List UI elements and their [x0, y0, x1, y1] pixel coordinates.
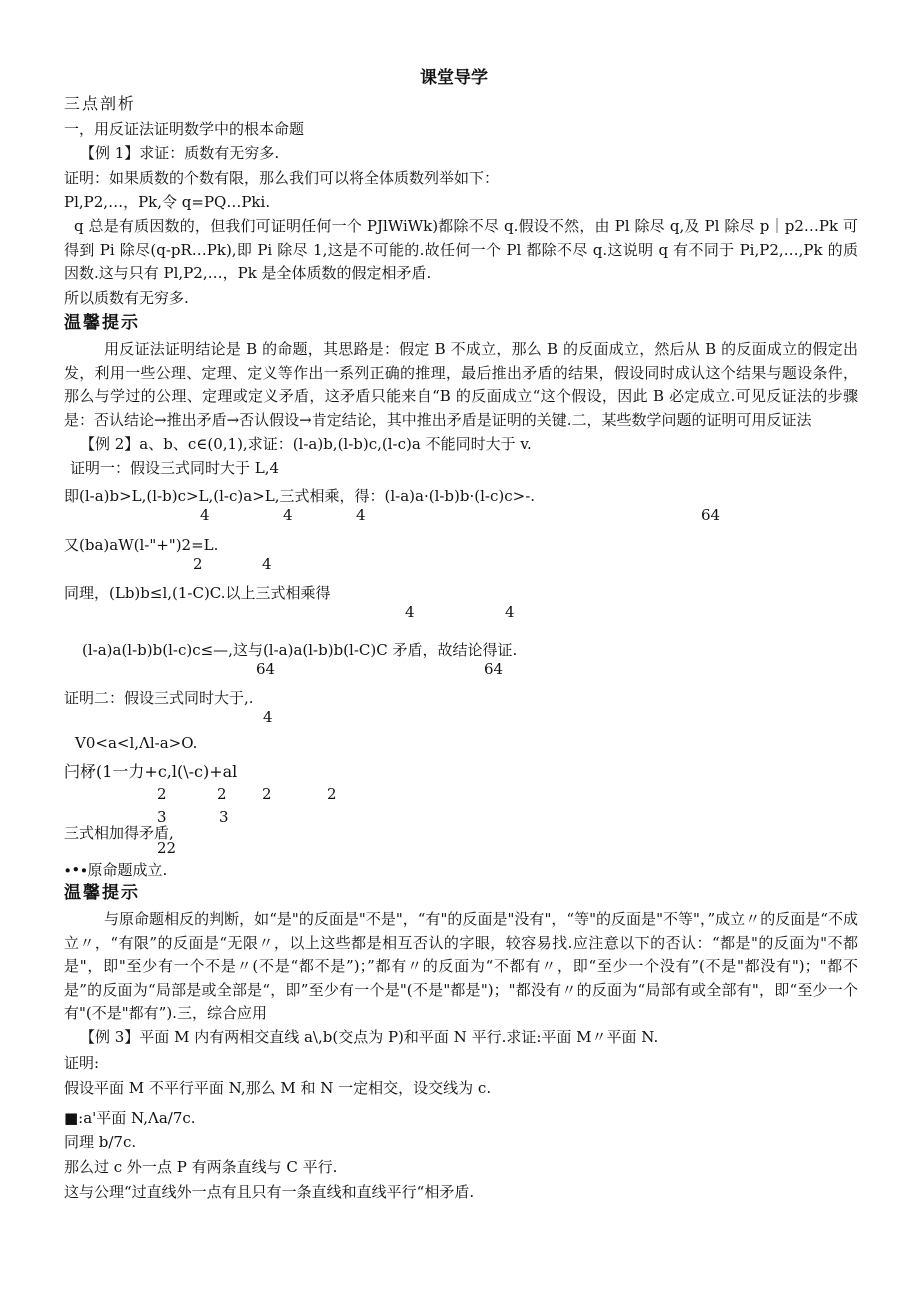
line6-sub-2: 2: [217, 785, 227, 803]
line7-sub: 22: [157, 839, 177, 857]
example2-proof2-intro: 证明二：假设三式同时大于,.: [64, 689, 254, 707]
example2-proof1-intro: 证明一：假设三式同时大于 L,4: [70, 459, 280, 477]
example3-line2: ■:a'平面 N,Λa∕7c.: [64, 1109, 196, 1127]
example3-label: 【例 3】平面 M 内有两相交直线 a\,b(交点为 P)和平面 N 平行.求证:平面 M〃平面 N.: [80, 1028, 659, 1046]
example3-line4: 那么过 c 外一点 P 有两条直线与 C 平行.: [64, 1158, 338, 1176]
line1-sub-3: 4: [356, 506, 366, 524]
page-title: 课堂导学: [420, 68, 488, 88]
line4-sub-2: 64: [484, 660, 504, 678]
line3-sub-2: 4: [505, 603, 515, 621]
line2-sub-2: 4: [262, 555, 272, 573]
example1-body: q 总是有质因数的，但我们可证明任何一个 PJlWiWk)都除不尽 q.假设不然，由 Pl 除尽 q,及 Pl 除尽 p｜p2…Pk 可得到 Pi 除尽(q-pR…Pk),即 Pi 除尽 1,这是不可能的.故任何一个 Pl 都除不尽 q.这说明 q 有不同于 Pi,P2,…,Pk 的质因数.这与只有 Pl,P2,…，Pk 是全体质数的假定相矛盾.: [64, 217, 858, 282]
line4-sub-1: 64: [256, 660, 276, 678]
tip2-heading: 温馨提示: [64, 883, 140, 903]
tip1-heading: 温馨提示: [64, 313, 140, 333]
line1-sub-1: 4: [200, 506, 210, 524]
line1-sub-4: 64: [701, 506, 721, 524]
example2-label: 【例 2】a、b、c∈(0,1),求证：(l-a)b,(l-b)c,(l-c)a 不能同时大于 v.: [80, 435, 532, 453]
example2-line1: 即(l-a)b>L,(l-b)c>L,(l-c)a>L,三式相乘，得：(l-a)a·(l-b)b·(l-c)c>-.: [64, 487, 536, 505]
example2-line7: 三式相加得矛盾,: [64, 824, 174, 842]
example1-proof-intro: 证明：如果质数的个数有限，那么我们可以将全体质数列举如下：: [64, 169, 500, 187]
example1-label: 【例 1】求证：质数有无穷多.: [80, 144, 280, 162]
example3-proof-label: 证明:: [64, 1054, 100, 1072]
line6-sub2-2: 3: [219, 808, 229, 826]
section-heading: 三点剖析: [64, 94, 137, 113]
tip2-body: 与原命题相反的判断，如“是"的反面是"不是"，“有"的反面是"没有"，“等"的反面是"不等"，”成立〃的反面是“不成立〃，“有限”的反面是“无限〃，以上这些都是相互否认的字眼，较容易找.应注意以下的否认：“都是"的反面为"不都是"，即"至少有一个不是〃(不是“都不是”)；”都有〃的反面为“不都有〃，即“至少一个没有”(不是"都没有")；"都不是”的反面为“局部是或全部是“，即”至少有一个是"(不是"都是")；"都没有〃的反面为“局部有或全部有"，即“至少一个有"(不是"都有”).三，综合应用: [64, 910, 858, 1022]
line6-sub-1: 2: [157, 785, 167, 803]
tip1-body: 用反证法证明结论是 B 的命题，其思路是：假定 B 不成立，那么 B 的反面成立，然后从 B 的反面成立的假定出发，利用一些公理、定理、定义等作出一系列正确的推理，最后推出矛盾的结果，假设同时成认这个结果与题设条件，那么与学过的公理、定理或定义矛盾，这矛盾只能来自“B 的反面成立“这个假设，因此 B 必定成立.可见反证法的步骤是：否认结论→推出矛盾→否认假设→肯定结论，其中推出矛盾是证明的关键.二，某些数学问题的证明可用反证法: [64, 340, 858, 429]
example2-line8: ∙•∙原命题成立.: [64, 861, 168, 879]
example1-conclusion: 所以质数有无穷多.: [64, 289, 189, 307]
part1-heading: 一，用反证法证明数学中的根本命题: [64, 120, 305, 138]
example1-list: Pl,P2,…，Pk,令 q=PQ…Pki.: [64, 193, 271, 211]
example3-line5: 这与公理“过直线外一点有且只有一条直线和直线平行“相矛盾.: [64, 1183, 475, 1201]
line1-sub-2: 4: [283, 506, 293, 524]
proof2-sub: 4: [263, 708, 273, 726]
example3-line3: 同理 b∕7c.: [64, 1133, 137, 1151]
line2-sub-1: 2: [193, 555, 203, 573]
line6-sub-3: 2: [262, 785, 272, 803]
example2-line5: V0<a<l,Λl-a>O.: [75, 734, 198, 752]
example2-line4: (l-a)a(l-b)b(l-c)c≤—,这与(l-a)a(l-b)b(l-C)C 矛盾，故结论得证.: [82, 641, 518, 659]
example2-line6: 闩柕(1一力+c,l(\-c)+al: [64, 762, 238, 781]
line6-sub2-1: 3: [157, 808, 167, 826]
line6-sub-4: 2: [327, 785, 337, 803]
example2-line3: 同理，(Lb)b≤l,(1-C)C.以上三式相乘得: [64, 584, 331, 602]
example2-line2: 又(ba)aW(l-"+")2=L.: [64, 536, 219, 554]
example3-line1: 假设平面 M 不平行平面 N,那么 M 和 N 一定相交，设交线为 c.: [64, 1079, 492, 1097]
line3-sub-1: 4: [405, 603, 415, 621]
